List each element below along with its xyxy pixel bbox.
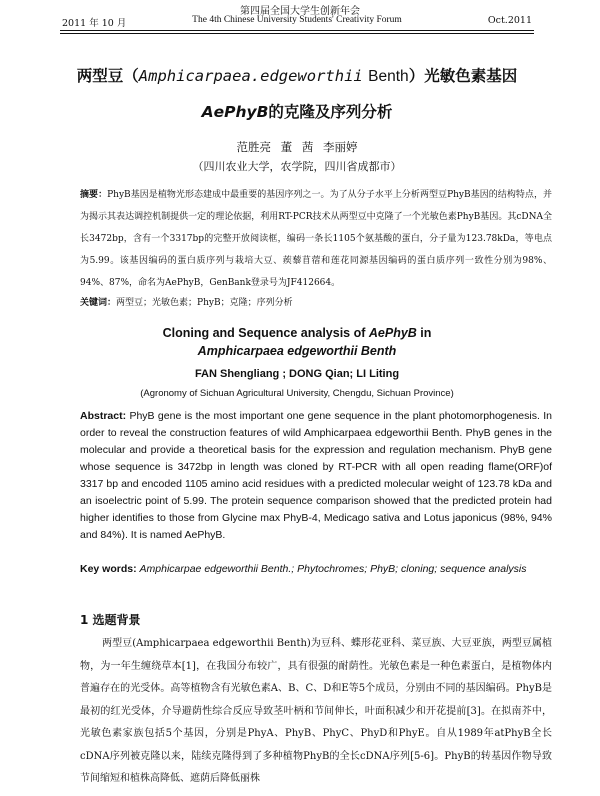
title-en-prefix: Cloning and Sequence analysis of [162, 326, 369, 340]
title-cn-latin: Amphicarpaea.edgeworthii [138, 67, 363, 85]
affiliation-cn: （四川农业大学，农学院，四川省成都市） [192, 160, 402, 173]
header-rule-thick [60, 30, 534, 31]
authors-en: FAN Shengliang ; DONG Qian; LI Liting [194, 368, 400, 380]
title-cn-line2-suffix: 的克隆及序列分析 [268, 103, 393, 121]
keywords-cn [80, 295, 552, 308]
abstract-en-label: Abstract: [80, 410, 127, 422]
keywords-en [80, 561, 552, 578]
title-cn-line1 [60, 64, 534, 86]
title-cn-gene: AePhyB [201, 103, 269, 121]
abstract-cn [80, 184, 552, 294]
abstract-en [80, 408, 552, 544]
section-heading: 1 选题背景 [80, 613, 141, 627]
title-en-suffix: in [416, 326, 432, 340]
title-en-line1 [60, 326, 534, 340]
keywords-en-text: Amphicarpae edgeworthii Benth.; Phytochromes; PhyB; cloning; sequence analysis [139, 563, 527, 575]
section-paragraph: 两型豆(Amphicarpaea edgeworthii Benth)为豆科、蝶形花亚科、菜豆族、大豆亚族，两型豆属植物，为一年生缠绕草本[1]，在我国分布较广，具有很强的耐荫性。光敏色素是一种色素蛋白，是植物体内普遍存在的光受体。高等植物含有光敏色素A、B、C、D和E等5个成员，分别由不同的基因编码。PhyB是最初的红光受体，介导避荫性综合反应导致茎叶柄和节间伸长，叶面积减少和开花提前[3]。在拟南芥中，光敏色素家族包括5个基因，分别是PhyA、PhyB、PhyC、PhyD和PhyE。自从1989年atPhyB全长cDNA序列被克隆以来，陆续克隆得到了多种植物PhyB的全长cDNA序列[5-6]。PhyB的转基因作物导致节间缩短和植株高降低、遮荫后降低丽株 [80, 638, 552, 784]
keywords-cn-label: 关键词： [80, 298, 117, 308]
section-body [80, 633, 552, 791]
abstract-cn-text: PhyB基因是植物光形态建成中最重要的基因序列之一。为了从分子水平上分析两型豆PhyB基因的结构特点，并为揭示其表达调控机制提供一定的理论依据，利用RT-PCR技术从两型豆中克隆了一个光敏色素PhyB基因。其cDNA全长3472bp，含有一个3317bp的完整开放阅读框，编码一条长1105个氨基酸的蛋白，分子量为123.78kDa，等电点为5.99。该基因编码的蛋白质序列与栽培大豆、蒺藜苜蓿和莲花同源基因编码的蛋白质序列一致性分别为98%、94%、87%，命名为AePhyB，GenBank登录号为JF412664。 [80, 190, 552, 288]
title-en-gene: AePhyB [368, 326, 417, 340]
authors-cn: 范胜亮 董 茜 李丽婷 [236, 140, 358, 154]
header-rule-thin [60, 33, 534, 34]
conference-name: 第四届全国大学生创新年会 [240, 6, 360, 17]
affiliation-en: (Agronomy of Sichuan Agricultural University, Chengdu, Sichuan Province) [140, 388, 454, 399]
header-forum-en: The 4th Chinese University Students' Creativity Forum [192, 15, 402, 25]
abstract-cn-label: 摘要： [80, 190, 108, 200]
keywords-en-label: Key words: [80, 563, 137, 575]
title-cn-line2 [60, 100, 534, 122]
header-date-cn: 2011 年 10 月 [62, 18, 127, 29]
title-cn-suffix: ）光敏色素基因 [408, 67, 518, 85]
title-en-line2: Amphicarpaea edgeworthii Benth [197, 344, 397, 358]
title-cn-prefix: 两型豆（ [76, 67, 139, 85]
header-date-en: Oct.2011 [487, 15, 532, 26]
abstract-en-text: PhyB gene is the most important one gene sequence in the plant photomorphogenesis. In order to reveal the construction features of wild Amphicarpaea edgeworthii Benth. PhyB genes in the molecular and provide a theoretical basis for the expression and regulation mechanism. PhyB gene whose sequence is 3472bp in length was cloned by RT-PCR with all open reading flame(ORF)of 3317 bp and encoded 1105 amino acid residues with a predicted molecular weight of 123.78 kDa and an isoelectric point of 5.99. The protein sequence comparison showed that the predicted protein had higher identifies to those from Glycine max PhyB-4, Medicago sativa and Lotus japonicus (98%, 94% and 84%). It is named AePhyB. [80, 410, 553, 541]
title-cn-latin-author: Benth [368, 68, 409, 85]
keywords-cn-text: 两型豆；光敏色素；PhyB；克隆；序列分析 [116, 298, 293, 308]
